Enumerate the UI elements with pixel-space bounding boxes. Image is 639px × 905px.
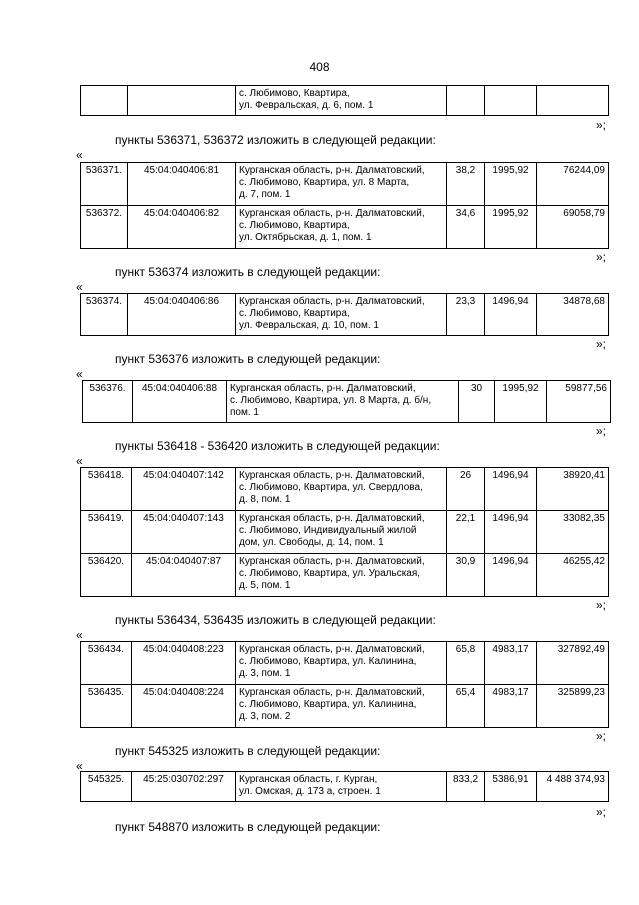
- cell-rate: [485, 86, 537, 116]
- cell-area: 26: [447, 468, 485, 511]
- cell-rate: 1496,94: [485, 294, 537, 336]
- table-row: [81, 772, 609, 802]
- cell-cadastral: 45:04:040406:81: [128, 163, 236, 206]
- cell-cadastral: 45:04:040406:86: [128, 294, 236, 336]
- address-line: дом, ул. Свободы, д. 14, пом. 1: [239, 537, 384, 548]
- closing-quote: »;: [596, 598, 607, 612]
- cell-address: [236, 86, 447, 116]
- address-line: с. Любимово, Квартира, ул. Калинина,: [239, 699, 417, 710]
- table-row: [81, 163, 609, 206]
- registry-table: [80, 162, 609, 249]
- cell-cadastral: 45:04:040406:88: [133, 381, 227, 423]
- cell-number: 536419.: [81, 511, 132, 554]
- cell-value: 33082,35: [537, 511, 609, 554]
- address-line: Курганская область, р-н. Далматовский,: [239, 687, 425, 698]
- cell-address: [236, 511, 447, 554]
- cell-number: 536372.: [81, 206, 128, 249]
- address-line: д. 7, пом. 1: [239, 189, 291, 200]
- cell-area: 38,2: [447, 163, 485, 206]
- address-line: с. Любимово, Квартира, ул. Уральская,: [239, 568, 421, 579]
- cell-value: 76244,09: [537, 163, 609, 206]
- amendment-instruction: пункт 548870 изложить в следующей редакции:: [115, 820, 381, 834]
- cell-address: [236, 294, 447, 336]
- page-number: 408: [309, 60, 330, 74]
- address-line: с. Любимово, Квартира, ул. Калинина,: [239, 656, 417, 667]
- cell-rate: 1995,92: [485, 206, 537, 249]
- address-line: с. Любимово, Квартира, ул. 8 Марта,: [239, 177, 410, 188]
- cell-rate: 1496,94: [485, 468, 537, 511]
- cell-number: [81, 86, 128, 116]
- cell-number: 536371.: [81, 163, 128, 206]
- cell-area: 23,3: [447, 294, 485, 336]
- address-line: д. 8, пом. 1: [239, 494, 291, 505]
- address-line: ул. Октябрьская, д. 1, пом. 1: [239, 232, 372, 243]
- address-line: д. 5, пом. 1: [239, 580, 291, 591]
- address-line: д. 3, пом. 2: [239, 711, 291, 722]
- table-row: [81, 554, 609, 597]
- cell-cadastral: [128, 86, 236, 116]
- registry-table: [80, 771, 609, 802]
- address-line: с. Любимово, Квартира,: [239, 88, 350, 99]
- address-line: с. Любимово, Квартира,: [239, 308, 350, 319]
- address-line: Курганская область, р-н. Далматовский,: [239, 208, 425, 219]
- address-line: Курганская область, р-н. Далматовский,: [239, 165, 425, 176]
- cell-value: 59877,56: [547, 381, 611, 423]
- cell-cadastral: 45:04:040407:143: [132, 511, 236, 554]
- amendment-instruction: пункты 536418 - 536420 изложить в следующей редакции:: [115, 439, 440, 453]
- address-line: Курганская область, р-н. Далматовский,: [239, 513, 425, 524]
- cell-area: 833,2: [447, 772, 485, 802]
- cell-number: 536434.: [81, 642, 132, 685]
- cell-rate: 1496,94: [485, 511, 537, 554]
- address-line: с. Любимово, Квартира,: [239, 220, 350, 231]
- cell-rate: 5386,91: [485, 772, 537, 802]
- registry-table: [80, 641, 609, 728]
- closing-quote: »;: [596, 424, 607, 438]
- address-line: ул. Февральская, д. 10, пом. 1: [239, 320, 379, 331]
- table-row: [83, 381, 611, 423]
- amendment-instruction: пункты 536371, 536372 изложить в следующей редакции:: [115, 133, 436, 147]
- cell-rate: 4983,17: [485, 642, 537, 685]
- cell-cadastral: 45:04:040407:142: [132, 468, 236, 511]
- opening-quote: «: [76, 628, 83, 642]
- cell-value: [537, 86, 609, 116]
- table-row: [81, 86, 609, 116]
- opening-quote: «: [76, 148, 83, 162]
- cell-area: 65,8: [447, 642, 485, 685]
- address-line: д. 3, пом. 1: [239, 668, 291, 679]
- table-row: [81, 294, 609, 336]
- cell-area: [447, 86, 485, 116]
- cell-address: [236, 206, 447, 249]
- cell-value: 325899,23: [537, 685, 609, 728]
- table-row: [81, 642, 609, 685]
- cell-area: 30: [459, 381, 495, 423]
- table-row: [81, 511, 609, 554]
- registry-table: [80, 293, 609, 336]
- cell-cadastral: 45:25:030702:297: [132, 772, 236, 802]
- cell-number: 545325.: [81, 772, 132, 802]
- amendment-instruction: пункты 536434, 536435 изложить в следующей редакции:: [115, 613, 436, 627]
- amendment-instruction: пункт 536374 изложить в следующей редакции:: [115, 265, 381, 279]
- cell-number: 536374.: [81, 294, 128, 336]
- closing-quote: »;: [596, 118, 607, 132]
- cell-area: 34,6: [447, 206, 485, 249]
- address-line: с. Любимово, Квартира, ул. 8 Марта, д. б/н,: [230, 395, 432, 406]
- cell-number: 536376.: [83, 381, 133, 423]
- cell-address: [236, 163, 447, 206]
- cell-area: 65,4: [447, 685, 485, 728]
- cell-rate: 1995,92: [495, 381, 547, 423]
- address-line: Курганская область, р-н. Далматовский,: [230, 383, 416, 394]
- cell-cadastral: 45:04:040408:223: [132, 642, 236, 685]
- cell-address: [236, 685, 447, 728]
- address-line: Курганская область, р-н. Далматовский,: [239, 470, 425, 481]
- registry-table: [82, 380, 611, 423]
- closing-quote: »;: [596, 805, 607, 819]
- address-line: Курганская область, г. Курган,: [239, 774, 378, 785]
- cell-value: 4 488 374,93: [537, 772, 609, 802]
- cell-area: 30,9: [447, 554, 485, 597]
- table-row: [81, 206, 609, 249]
- table-row: [81, 685, 609, 728]
- closing-quote: »;: [596, 250, 607, 264]
- address-line: ул. Февральская, д. 6, пом. 1: [239, 100, 374, 111]
- opening-quote: «: [76, 759, 83, 773]
- cell-rate: 4983,17: [485, 685, 537, 728]
- table-row: [81, 468, 609, 511]
- cell-value: 327892,49: [537, 642, 609, 685]
- address-line: с. Любимово, Индивидуальный жилой: [239, 525, 417, 536]
- cell-address: [236, 468, 447, 511]
- opening-quote: «: [76, 280, 83, 294]
- closing-quote: »;: [596, 337, 607, 351]
- cell-address: [236, 772, 447, 802]
- cell-cadastral: 45:04:040407:87: [132, 554, 236, 597]
- address-line: пом. 1: [230, 407, 259, 418]
- cell-value: 34878,68: [537, 294, 609, 336]
- cell-rate: 1995,92: [485, 163, 537, 206]
- amendment-instruction: пункт 545325 изложить в следующей редакции:: [115, 744, 381, 758]
- cell-value: 38920,41: [537, 468, 609, 511]
- cell-number: 536418.: [81, 468, 132, 511]
- address-line: Курганская область, р-н. Далматовский,: [239, 556, 425, 567]
- opening-quote: «: [76, 367, 83, 381]
- address-line: Курганская область, р-н. Далматовский,: [239, 296, 425, 307]
- cell-area: 22,1: [447, 511, 485, 554]
- cell-number: 536435.: [81, 685, 132, 728]
- address-line: ул. Омская, д. 173 а, строен. 1: [239, 786, 381, 797]
- cell-number: 536420.: [81, 554, 132, 597]
- address-line: с. Любимово, Квартира, ул. Свердлова,: [239, 482, 423, 493]
- cell-value: 46255,42: [537, 554, 609, 597]
- closing-quote: »;: [596, 729, 607, 743]
- cell-address: [227, 381, 459, 423]
- cell-cadastral: 45:04:040408:224: [132, 685, 236, 728]
- cell-address: [236, 554, 447, 597]
- address-line: Курганская область, р-н. Далматовский,: [239, 644, 425, 655]
- amendment-instruction: пункт 536376 изложить в следующей редакции:: [115, 352, 381, 366]
- registry-table: [80, 467, 609, 597]
- opening-quote: «: [76, 454, 83, 468]
- cell-rate: 1496,94: [485, 554, 537, 597]
- cell-address: [236, 642, 447, 685]
- cell-value: 69058,79: [537, 206, 609, 249]
- registry-table-continuation: [80, 85, 609, 116]
- cell-cadastral: 45:04:040406:82: [128, 206, 236, 249]
